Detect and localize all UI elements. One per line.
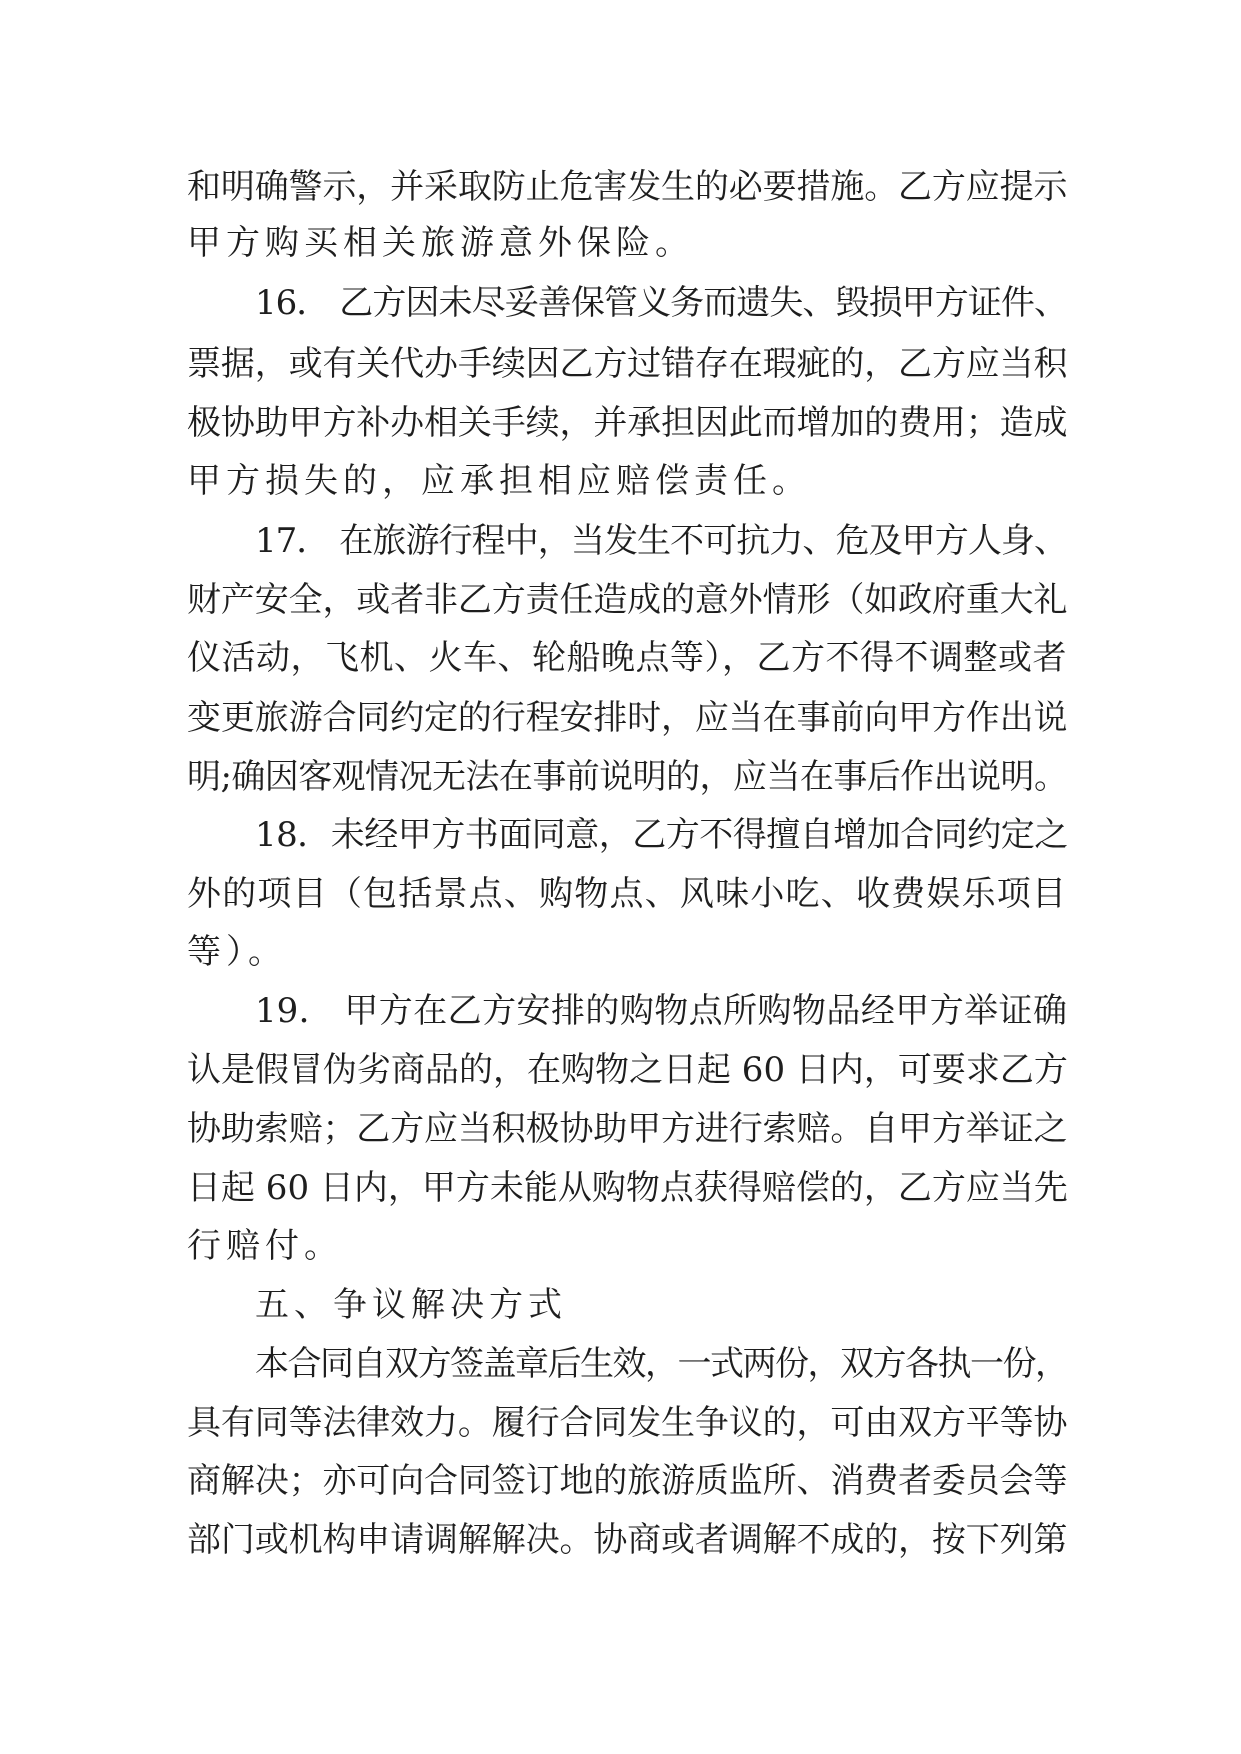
text-line: 具有同等法律效力。履行合同发生争议的，可由双方平等协	[187, 1403, 1067, 1443]
text-line: 甲方购买相关旅游意外保险。	[187, 223, 694, 263]
text-line: 等）。	[187, 932, 287, 972]
text-line: 协助索赔；乙方应当积极协助甲方进行索赔。自甲方举证之	[187, 1109, 1067, 1149]
text-line: 明;确因客观情况无法在事前说明的，应当在事后作出说明。	[187, 757, 1067, 797]
text-line: 票据，或有关代办手续因乙方过错存在瑕疵的，乙方应当积	[187, 344, 1067, 384]
text-line: 商解决；亦可向合同签订地的旅游质监所、消费者委员会等	[187, 1461, 1067, 1501]
text-line: 财产安全，或者非乙方责任造成的意外情形（如政府重大礼	[187, 580, 1067, 620]
text-line: 和明确警示，并采取防止危害发生的必要措施。乙方应提示	[187, 167, 1067, 207]
text-line: 甲方损失的，应承担相应赔偿责任。	[187, 461, 811, 501]
text-line: 行赔付。	[187, 1226, 343, 1266]
clause-16-start: 16． 乙方因未尽妥善保管义务而遗失、毁损甲方证件、	[255, 283, 1067, 323]
clause-18-start: 18．未经甲方书面同意，乙方不得擅自增加合同约定之	[255, 815, 1068, 855]
text-line: 仪活动，飞机、火车、轮船晚点等），乙方不得不调整或者	[187, 638, 1067, 678]
text-line: 外的项目（包括景点、购物点、风味小吃、收费娱乐项目	[187, 874, 1067, 914]
clause-17-start: 17． 在旅游行程中，当发生不可抗力、危及甲方人身、	[255, 521, 1067, 561]
text-line: 极协助甲方补办相关手续，并承担因此而增加的费用；造成	[187, 403, 1067, 443]
clause-19-start: 19． 甲方在乙方安排的购物点所购物品经甲方举证确	[255, 991, 1067, 1031]
text-line: 认是假冒伪劣商品的，在购物之日起 60 日内，可要求乙方	[187, 1050, 1068, 1090]
text-line: 部门或机构申请调解解决。协商或者调解不成的，按下列第	[187, 1520, 1067, 1560]
text-line: 变更旅游合同约定的行程安排时，应当在事前向甲方作出说	[187, 698, 1067, 738]
section-heading: 五、争议解决方式	[255, 1285, 567, 1325]
paragraph-start: 本合同自双方签盖章后生效，一式两份，双方各执一份，	[255, 1344, 1068, 1384]
text-line: 日起 60 日内，甲方未能从购物点获得赔偿的，乙方应当先	[187, 1168, 1068, 1208]
